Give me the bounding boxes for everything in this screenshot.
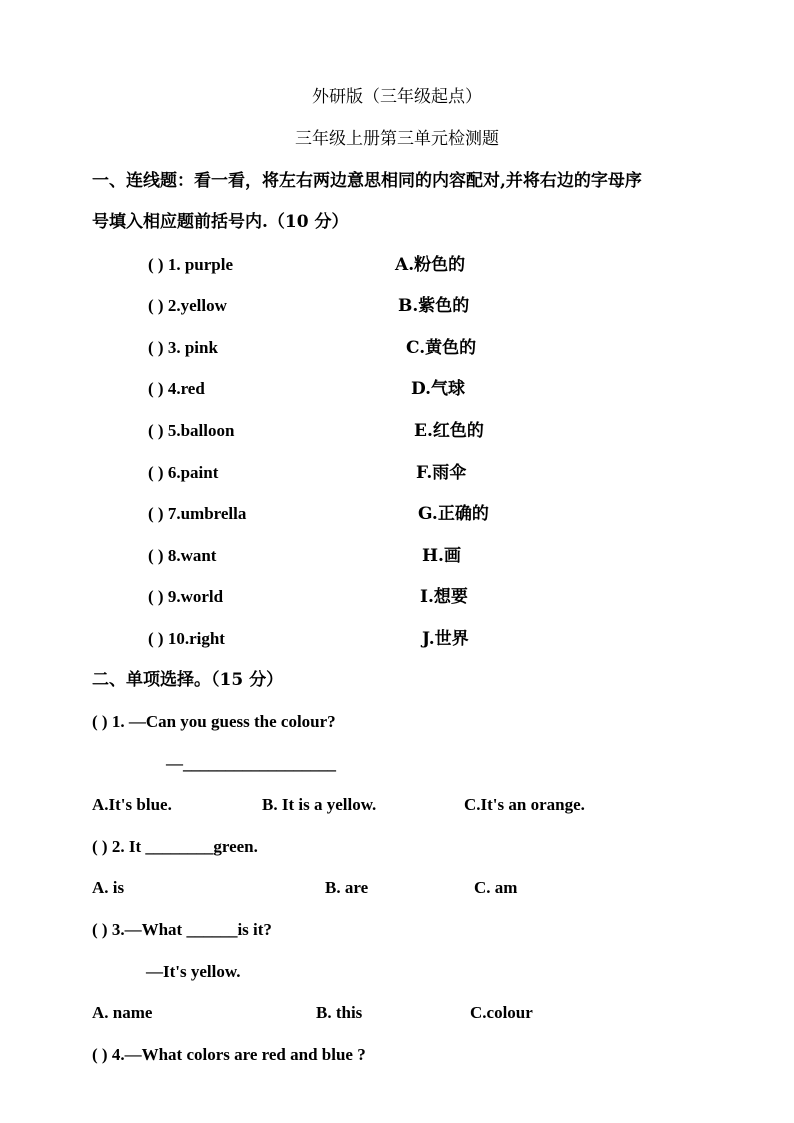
option-a: A. name [92,1003,153,1022]
section1-heading-line1: 一、连线题：看一看，将左右两边意思相同的内容配对,并将右边的字母序 [92,171,642,191]
match-item-right: I.想要 [420,587,468,607]
match-item-left: ( ) 8.want [148,546,217,565]
match-item-left: ( ) 2.yellow [148,296,227,315]
match-item-right: H.画 [422,546,461,566]
option-b: B. It is a yellow. [262,795,377,814]
page-title: 三年级上册第三单元检测题 [295,129,499,149]
option-b: B. are [325,878,369,897]
match-item-right: F.雨伞 [416,463,467,483]
answer-blank-line: —__________________ [166,754,336,773]
match-item-left: ( ) 5.balloon [148,421,235,440]
question-stem: ( ) 3.—What ______is it? [92,920,272,939]
option-c: C.colour [470,1003,533,1022]
option-c: C. am [474,878,518,897]
option-c: C.It's an orange. [464,795,585,814]
option-a: A.It's blue. [92,795,172,814]
match-item-right: A.粉色的 [395,255,466,275]
section1-heading-line2: 号填入相应题前括号内.（10 分） [92,212,349,232]
match-item-left: ( ) 10.right [148,629,225,648]
match-item-right: C.黄色的 [406,338,477,358]
match-item-left: ( ) 4.red [148,379,205,398]
match-item-right: D.气球 [411,379,466,399]
section2-heading: 二、单项选择。（15 分） [92,670,284,690]
match-item-left: ( ) 1. purple [148,255,233,274]
match-item-left: ( ) 6.paint [148,463,219,482]
question-stem: ( ) 1. —Can you guess the colour? [92,712,336,731]
match-item-right: G.正确的 [418,504,489,524]
match-item-left: ( ) 3. pink [148,338,218,357]
match-item-left: ( ) 7.umbrella [148,504,247,523]
match-item-right: J.世界 [422,629,469,649]
option-b: B. this [316,1003,363,1022]
match-item-right: E.红色的 [414,421,484,441]
match-item-left: ( ) 9.world [148,587,224,606]
option-a: A. is [92,878,125,897]
question-stem: ( ) 2. It ________green. [92,837,258,856]
match-item-right: B.紫色的 [398,296,470,316]
question-stem: ( ) 4.—What colors are red and blue ? [92,1045,366,1064]
reply-line: —It's yellow. [146,962,241,981]
edition-line: 外研版（三年级起点） [312,87,482,107]
